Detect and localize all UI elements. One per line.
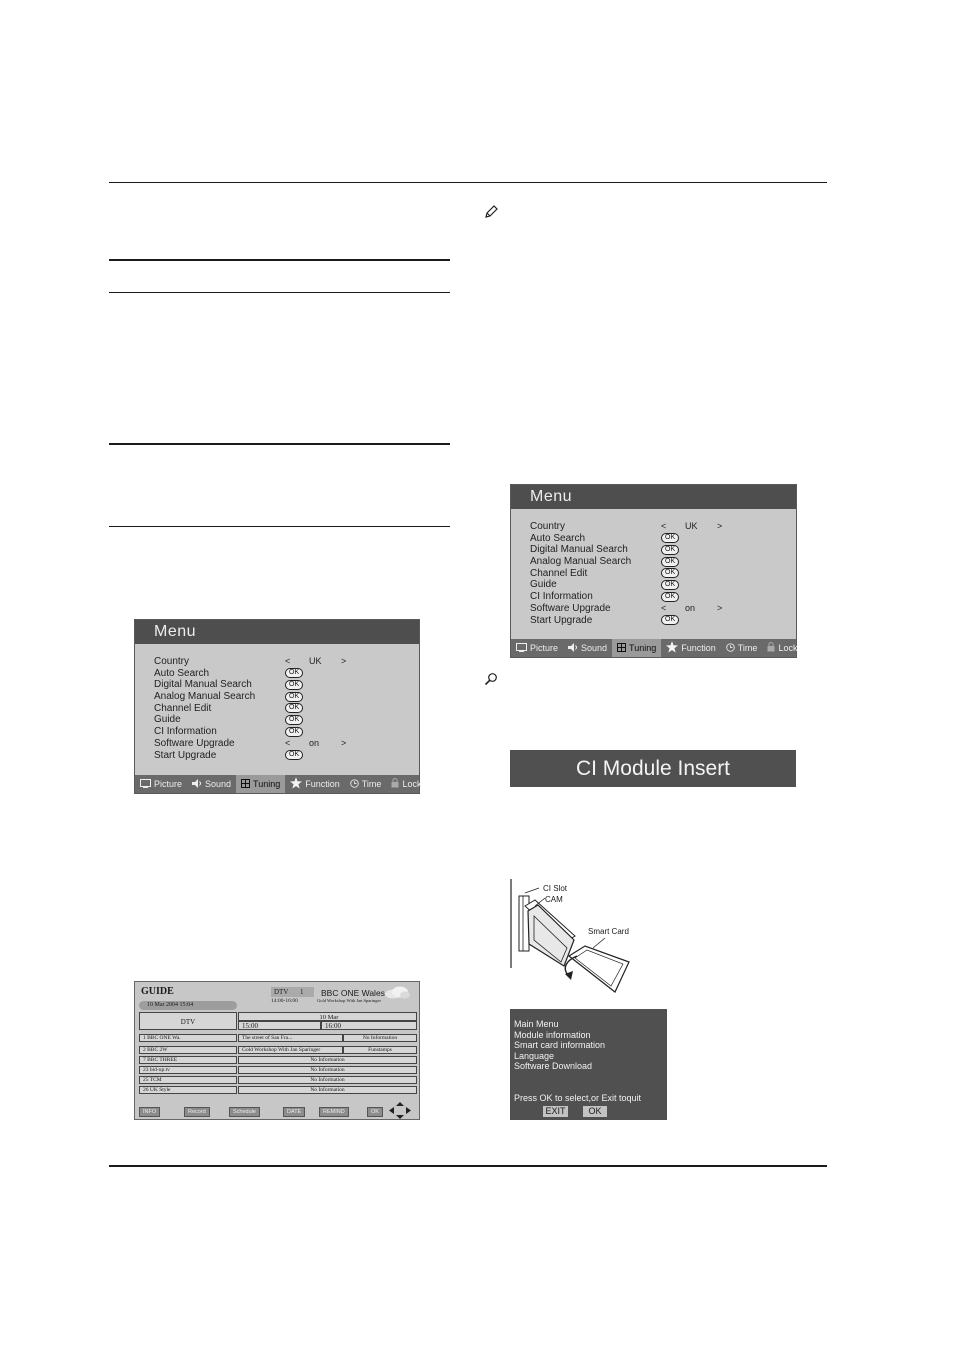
tab-time[interactable] — [721, 639, 763, 657]
grid-icon — [617, 643, 626, 654]
clock-icon — [350, 779, 359, 790]
ok-badge: OK — [285, 703, 303, 713]
menu-item-label: Software Upgrade — [530, 602, 611, 614]
ci-module-insert-banner: CI Module Insert — [510, 750, 796, 787]
guide-program-cell[interactable]: No Information — [238, 1056, 417, 1064]
ok-icon[interactable] — [285, 703, 303, 715]
tab-label: Sound — [205, 779, 232, 789]
ci-slot-label: CI Slot — [543, 884, 568, 893]
guide-channel-cell[interactable]: 25 TCM — [139, 1076, 237, 1084]
guide-channel-name: BBC ONE Wales — [321, 988, 385, 998]
main-menu-title: Main Menu — [514, 1019, 559, 1029]
selector-value: on — [309, 737, 320, 748]
menu-item-language[interactable]: Language — [514, 1050, 555, 1061]
ok-badge: OK — [285, 715, 303, 725]
guide-channel-cell[interactable]: 1 BBC ONE Wa. — [139, 1034, 237, 1042]
ok-icon[interactable] — [661, 533, 679, 545]
tab-label: Tuning — [253, 779, 281, 789]
menu-item-software-upgrade[interactable] — [135, 738, 419, 750]
ok-badge: OK — [661, 615, 679, 625]
menu-item-label: Auto Search — [530, 532, 586, 544]
tab-label: Time — [737, 643, 758, 653]
tab-function[interactable] — [661, 639, 721, 657]
menu-item-country[interactable] — [135, 656, 419, 668]
tab-tuning[interactable] — [236, 775, 285, 793]
ok-icon[interactable] — [661, 544, 679, 556]
ok-badge: OK — [285, 668, 303, 678]
guide-program-cell[interactable]: No Information — [238, 1066, 417, 1074]
guide-record-button[interactable]: Record — [184, 1107, 210, 1117]
tuning-menu-right — [510, 484, 797, 658]
grid-label: DTV — [139, 1012, 237, 1030]
star-icon — [290, 777, 302, 791]
section-rule-3 — [109, 443, 450, 445]
star-icon — [666, 641, 678, 655]
tab-tuning[interactable] — [612, 639, 661, 657]
guide-current-program: Gold Workshop With Jan Sparinger — [317, 998, 382, 1003]
guide-info-button[interactable]: INFO — [139, 1107, 160, 1117]
tab-label: Lock — [778, 643, 798, 653]
ok-icon[interactable] — [285, 750, 303, 762]
guide-channel-cell[interactable]: 23 bid-up.tv — [139, 1066, 237, 1074]
menu-item-guide[interactable] — [511, 579, 796, 591]
tab-lock[interactable] — [386, 775, 426, 793]
ok-icon[interactable] — [285, 714, 303, 726]
ok-badge: OK — [661, 545, 679, 555]
guide-program-cell[interactable]: No Information — [238, 1076, 417, 1084]
pencil-note-icon — [484, 205, 498, 219]
menu-item-label: Country — [530, 521, 566, 532]
guide-time-range: 14:00-16:00 — [271, 998, 298, 1004]
menu-item-selector[interactable] — [285, 738, 346, 750]
tab-time[interactable] — [345, 775, 387, 793]
menu-item-label: Software Upgrade — [154, 737, 235, 749]
menu-item-label: Auto Search — [154, 667, 210, 679]
menu-item-label: Channel Edit — [530, 567, 588, 579]
ok-icon[interactable] — [661, 615, 679, 627]
tab-sound[interactable] — [187, 775, 236, 793]
guide-program-cell[interactable]: Funstamps — [343, 1046, 417, 1054]
ok-badge: OK — [661, 557, 679, 567]
guide-remind-button[interactable]: REMIND — [319, 1107, 349, 1117]
clock-icon — [726, 643, 735, 654]
epg-guide — [134, 981, 420, 1120]
cloud-logo — [383, 985, 411, 999]
lock-icon — [767, 642, 775, 654]
ok-badge: OK — [285, 750, 303, 760]
ci-slot-diagram — [505, 876, 645, 996]
tab-function[interactable] — [285, 775, 345, 793]
guide-date-button[interactable]: DATE — [283, 1107, 305, 1117]
section-rule-4 — [109, 526, 450, 527]
menu-item-auto-search[interactable] — [135, 668, 419, 680]
tv-icon — [516, 643, 527, 654]
ok-badge: OK — [285, 727, 303, 737]
menu-title: Menu — [511, 485, 796, 509]
menu-item-label: Guide — [154, 714, 181, 726]
menu-item-analog-manual-search[interactable] — [511, 556, 796, 568]
menu-item-auto-search[interactable] — [511, 533, 796, 545]
menu-item-digital-manual-search[interactable] — [511, 544, 796, 556]
menu-tab-bar — [135, 775, 422, 793]
menu-item-module-information[interactable]: Module information — [514, 1029, 591, 1040]
guide-program-cell[interactable]: No Information — [343, 1034, 417, 1042]
ok-badge: OK — [285, 692, 303, 702]
grid-slot-1: 15:00 — [238, 1021, 321, 1030]
speaker-icon — [192, 779, 202, 790]
top-rule — [109, 182, 827, 183]
guide-program-cell[interactable]: No Information — [238, 1086, 417, 1094]
tab-picture[interactable] — [511, 639, 563, 657]
menu-item-label: Start Upgrade — [154, 749, 217, 761]
menu-item-ci-information[interactable] — [511, 591, 796, 603]
guide-channel-cell[interactable]: 26 UK Style — [139, 1086, 237, 1094]
guide-program-cell[interactable]: The street of San Fra... — [238, 1034, 343, 1042]
ok-badge: OK — [661, 568, 679, 578]
menu-item-selector[interactable] — [661, 603, 722, 615]
guide-channel-cell[interactable]: 7 BBC THREE — [139, 1056, 237, 1064]
grid-icon — [241, 779, 250, 790]
tab-label: Lock — [402, 779, 422, 789]
tv-icon — [140, 779, 151, 790]
main-menu-prompt: Press OK to select,or Exit toquit — [514, 1093, 642, 1103]
menu-tab-bar — [511, 639, 796, 657]
menu-items — [135, 656, 419, 761]
next-arrow[interactable]: > — [717, 521, 723, 531]
selector-value: UK — [309, 656, 322, 666]
menu-item-start-upgrade[interactable] — [135, 750, 419, 762]
speaker-icon — [568, 643, 578, 654]
tab-label: Sound — [581, 643, 608, 653]
ok-icon[interactable] — [661, 556, 679, 568]
ok-icon[interactable] — [661, 568, 679, 580]
ok-button[interactable]: OK — [583, 1106, 607, 1117]
prev-arrow[interactable]: < — [661, 521, 667, 531]
menu-item-digital-manual-search[interactable] — [135, 679, 419, 691]
guide-channel-type: DTV — [274, 988, 289, 996]
menu-item-label: Digital Manual Search — [154, 679, 252, 691]
section-rule-1 — [109, 259, 450, 261]
ok-icon[interactable] — [285, 691, 303, 703]
menu-item-analog-manual-search[interactable] — [135, 691, 419, 703]
ci-main-menu — [510, 1009, 667, 1120]
menu-item-software-download[interactable]: Software Download — [514, 1061, 593, 1071]
section-rule-2 — [109, 292, 450, 293]
ok-icon[interactable] — [285, 679, 303, 691]
menu-item-label: CI Information — [530, 591, 593, 603]
menu-item-label: Digital Manual Search — [530, 544, 628, 556]
cam-label: CAM — [545, 895, 563, 904]
tab-label: Tuning — [629, 643, 657, 653]
ok-icon[interactable] — [285, 726, 303, 738]
ok-icon[interactable] — [285, 668, 303, 680]
menu-item-software-upgrade[interactable] — [511, 603, 796, 615]
menu-item-channel-edit[interactable] — [511, 568, 796, 580]
guide-channel-box — [271, 987, 314, 997]
tab-label: Function — [305, 779, 340, 789]
tab-label: Function — [681, 643, 716, 653]
ok-badge: OK — [285, 680, 303, 690]
ok-badge: OK — [661, 580, 679, 590]
grid-date: 10 Mar — [238, 1012, 417, 1021]
magnifier-icon — [484, 672, 498, 686]
ok-badge: OK — [661, 592, 679, 602]
menu-item-country[interactable] — [511, 521, 796, 533]
menu-item-label: Channel Edit — [154, 702, 212, 714]
tab-label: Picture — [530, 643, 559, 653]
selector-value: UK — [685, 521, 698, 531]
guide-program-cell[interactable]: Gold Workshop With Jan Sparinger — [238, 1046, 343, 1054]
prev-arrow[interactable]: < — [661, 602, 667, 613]
ok-badge: OK — [661, 533, 679, 543]
prev-arrow[interactable]: < — [285, 656, 291, 666]
exit-button[interactable]: EXIT — [543, 1106, 568, 1117]
menu-item-label: CI Information — [154, 726, 217, 738]
bottom-rule — [109, 1165, 827, 1167]
menu-item-ci-information[interactable] — [135, 726, 419, 738]
guide-channel-number: 1 — [300, 988, 304, 996]
guide-schedule-button[interactable]: Schedule — [229, 1107, 260, 1117]
menu-item-label: Guide — [530, 579, 557, 591]
menu-item-label: Start Upgrade — [530, 614, 593, 626]
menu-item-selector[interactable] — [661, 521, 722, 533]
ok-icon[interactable] — [661, 579, 679, 591]
tab-label: Time — [361, 779, 382, 789]
smart-card-label: Smart Card — [588, 927, 629, 936]
grid-slot-2: 16:00 — [321, 1021, 417, 1030]
tab-lock[interactable] — [762, 639, 802, 657]
menu-item-label: Country — [154, 656, 190, 667]
menu-item-smart-card-information[interactable]: Smart card information — [514, 1040, 606, 1050]
tab-sound[interactable] — [563, 639, 612, 657]
guide-title: GUIDE — [141, 986, 174, 997]
lock-icon — [391, 778, 399, 790]
prev-arrow[interactable]: < — [285, 737, 291, 748]
menu-item-label: Analog Manual Search — [154, 691, 256, 703]
tab-picture[interactable] — [135, 775, 187, 793]
ok-icon[interactable] — [661, 591, 679, 603]
guide-channel-cell[interactable]: 2 BBC 2W — [139, 1046, 237, 1054]
next-arrow[interactable]: > — [717, 602, 723, 613]
tab-label: Picture — [154, 779, 183, 789]
next-arrow[interactable]: > — [341, 656, 347, 666]
guide-ok-button[interactable]: OK — [367, 1107, 383, 1117]
tuning-menu-left — [134, 619, 420, 794]
selector-value: on — [685, 602, 696, 613]
menu-item-guide[interactable] — [135, 714, 419, 726]
arrow-keys-icon — [389, 1102, 411, 1119]
menu-item-label: Analog Manual Search — [530, 556, 632, 568]
next-arrow[interactable]: > — [341, 737, 347, 748]
menu-title: Menu — [135, 620, 419, 644]
menu-item-start-upgrade[interactable] — [511, 615, 796, 627]
menu-items — [511, 521, 796, 626]
menu-item-selector[interactable] — [285, 656, 346, 668]
guide-datetime: 10 Mar 2004 15:04 — [139, 1001, 237, 1010]
menu-item-channel-edit[interactable] — [135, 703, 419, 715]
